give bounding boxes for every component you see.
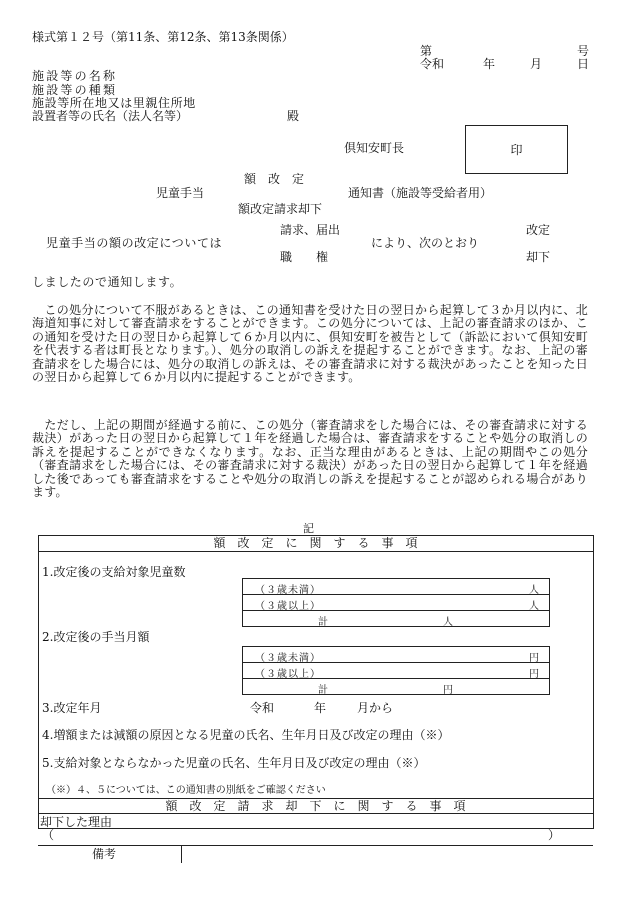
seal-box <box>465 125 568 174</box>
facility-address-label: 施設等所在地又は里親住所地 <box>32 96 196 110</box>
statement-option-revise: 改定 <box>526 223 551 237</box>
statement-option-reject: 却下 <box>526 250 551 264</box>
unit-person: 人 <box>443 617 453 628</box>
statement-option-authority: 職 権 <box>280 250 329 264</box>
child-count-box <box>242 578 550 627</box>
paren-open: （ <box>42 828 55 842</box>
statement-lead: 児童手当の額の改定については <box>46 236 223 250</box>
remarks-column-divider <box>181 845 182 863</box>
form-number: 様式第１２号（第11条、第12条、第13条関係） <box>32 30 294 44</box>
date-month: 月 <box>530 57 543 71</box>
date-era: 令和 <box>420 57 445 71</box>
total-label: 計 <box>318 685 328 696</box>
item-5-label: 5.支給対象とならなかった児童の氏名、生年月日及び改定の理由（※） <box>42 756 426 770</box>
rejection-heading: 額 改 定 請 求 却 下 に 関 す る 事 項 <box>165 799 466 813</box>
revision-from-year: 年 <box>314 701 327 715</box>
statement-tail: しましたので通知します。 <box>32 275 183 289</box>
date-year: 年 <box>483 57 496 71</box>
child-count-total-row <box>243 611 549 626</box>
issuer-name: 倶知安町長 <box>344 141 405 155</box>
amount-over3-row <box>243 663 549 679</box>
title-prefix: 児童手当 <box>156 186 205 200</box>
monthly-amount-box <box>242 646 550 695</box>
facility-type-label: 施設等の種類 <box>32 83 118 97</box>
paren-close: ） <box>548 828 561 842</box>
child-count-over3-row <box>243 595 549 611</box>
unit-yen: 円 <box>443 685 453 696</box>
revision-heading-divider <box>38 551 593 552</box>
founder-name-label: 設置者等の氏名（法人名等） <box>32 109 189 123</box>
revision-from-month: 月から <box>357 701 394 715</box>
over3-label: （３歳以上） <box>255 669 321 680</box>
remarks-label: 備考 <box>92 847 117 861</box>
unit-person: 人 <box>529 601 539 612</box>
item-2-label: 2.改定後の手当月額 <box>42 630 150 644</box>
item-1-label: 1.改定後の支給対象児童数 <box>42 565 186 579</box>
revision-heading: 額 改 定 に 関 す る 事 項 <box>213 536 418 550</box>
title-option-revision: 額 改 定 <box>244 172 305 186</box>
rejection-reason-label: 却下した理由 <box>40 815 113 829</box>
remarks-divider <box>38 845 593 846</box>
ki-mark: 記 <box>303 522 314 535</box>
under3-label: （３歳未満） <box>255 585 321 596</box>
amount-under3-row <box>243 647 549 663</box>
title-suffix: 通知書（施設等受給者用） <box>348 186 493 200</box>
statement-mid: により、次のとおり <box>371 236 480 250</box>
item-3-label: 3.改定年月 <box>42 701 102 715</box>
date-day: 日 <box>577 57 590 71</box>
child-count-under3-row <box>243 579 549 595</box>
revision-from-era: 令和 <box>250 701 275 715</box>
appeal-notice-paragraph-2: ただし、上記の期間が経過する前に、この処分（審査請求をした場合には、その審査請求に対する裁決）があった日の翌日から起算して１年を経過した場合は、審査請求をすることや処分の取消しの訴えを提起することができなくなります。なお、正当な理由があるときは、上記の期間やこの処分（審査請求をした場合には、その審査請求に対する裁決）があった日の翌日から起算して１年を経過した後であっても審査請求をすることや処分の取消しの訴えを提起することが認められる場合があります。 <box>32 418 588 500</box>
unit-person: 人 <box>529 585 539 596</box>
amount-total-row <box>243 679 549 694</box>
over3-label: （３歳以上） <box>255 601 321 612</box>
honorific: 殿 <box>287 109 300 123</box>
title-option-rejection: 額改定請求却下 <box>238 202 323 216</box>
under3-label: （３歳未満） <box>255 653 321 664</box>
appeal-notice-paragraph-1: この処分について不服があるときは、この通知書を受けた日の翌日から起算して３か月以内に、北海道知事に対して審査請求をすることができます。この処分については、上記の審査請求のほか、この通知を受けた日の翌日から起算して６か月以内に、倶知安町を被告として（訴訟において倶知安町を代表する者は町長となります。）、処分の取消しの訴えを提起することができます。なお、上記の審査請求をした場合には、処分の取消しの訴えは、その審査請求に対する裁決があったことを知った日の翌日から起算して６か月以内に提起することができます。 <box>32 303 588 385</box>
statement-option-request: 請求、届出 <box>280 223 341 237</box>
seal-label: 印 <box>510 143 523 157</box>
unit-yen: 円 <box>529 653 539 664</box>
doc-no-prefix: 第 <box>420 44 433 58</box>
total-label: 計 <box>318 617 328 628</box>
doc-no-suffix: 号 <box>577 44 590 58</box>
facility-name-label: 施設等の名称 <box>32 69 118 83</box>
footnote: （※）４、５については、この通知書の別紙をご確認ください <box>46 785 326 796</box>
unit-yen: 円 <box>529 669 539 680</box>
rejection-heading-bottom <box>38 813 593 814</box>
item-4-label: 4.増額または減額の原因となる児童の氏名、生年月日及び改定の理由（※） <box>42 728 450 742</box>
